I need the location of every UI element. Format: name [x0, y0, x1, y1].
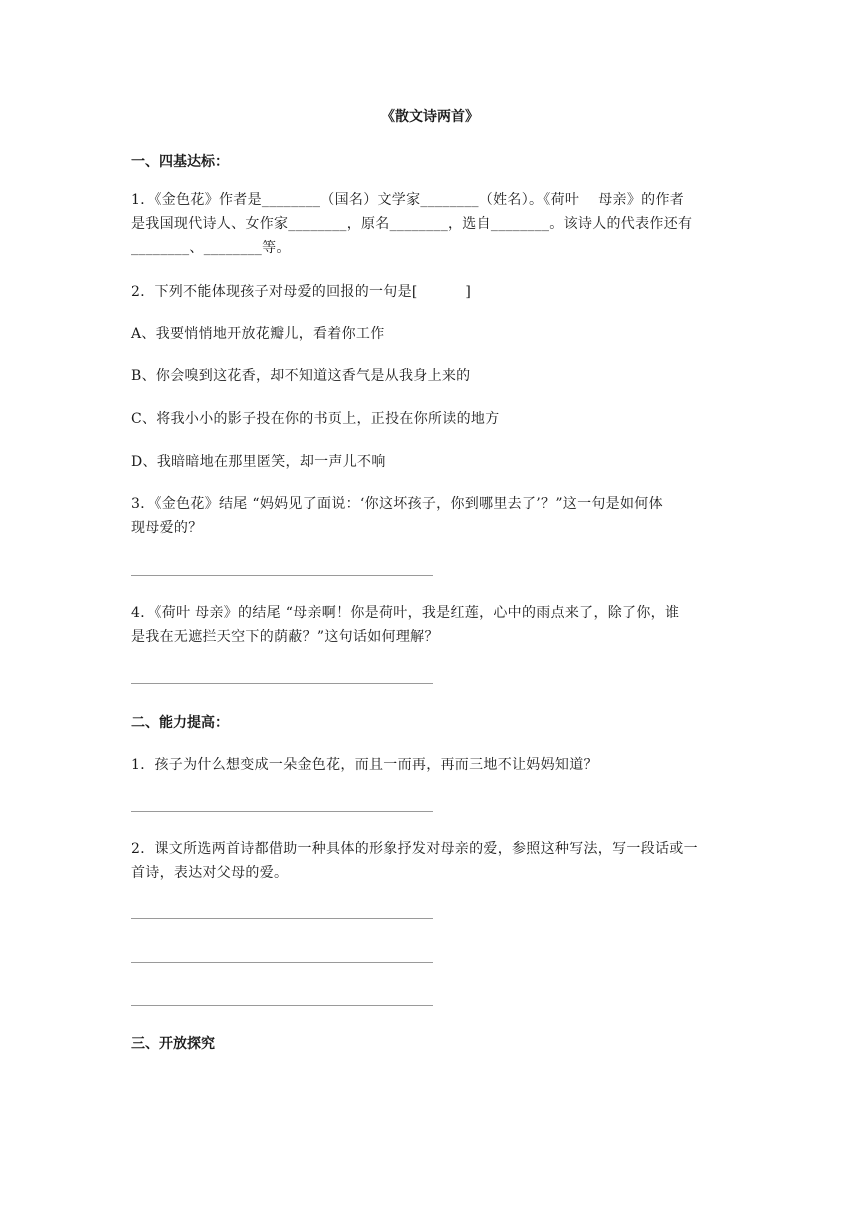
question-2-option-c: C、将我小小的影子投在你的书页上，正投在你所读的地方: [131, 411, 500, 427]
question-2-option-a: A、我要悄悄地开放花瓣儿，看着你工作: [131, 326, 385, 342]
answer-line-ability-2b: [131, 962, 433, 963]
answer-line-ability-2c: [131, 1005, 433, 1006]
answer-line-ability-2a: [131, 918, 433, 919]
question-2-stem: 2．下列不能体现孩子对母爱的回报的一句是[ ]: [131, 284, 472, 300]
question-3: [131, 492, 731, 540]
question-1-line-3: ________、________等。: [131, 240, 291, 256]
question-4: [131, 601, 731, 649]
question-3-line-1: 3．《金色花》结尾 “妈妈见了面说：‘你这坏孩子，你到哪里去了’？”这一句是如何体: [131, 496, 663, 512]
answer-line-ability-1: [131, 811, 433, 812]
question-1: [131, 188, 731, 260]
ability-question-2: [131, 837, 731, 885]
question-4-line-1: 4．《荷叶 母亲》的结尾 “母亲啊！你是荷叶，我是红莲，心中的雨点来了，除了你，谁: [131, 605, 680, 621]
answer-line-q4: [131, 683, 433, 684]
section-heading-ability: 二、能力提高：: [131, 715, 229, 731]
ability-question-2-line-2: 首诗，表达对父母的爱。: [131, 865, 289, 881]
question-1-line-2: 是我国现代诗人、女作家________，原名________，选自________。该诗人的代表作还有: [131, 216, 693, 232]
ability-question-1: 1．孩子为什么想变成一朵金色花，而且一而再，再而三地不让妈妈知道？: [131, 757, 598, 773]
section-heading-open: 三、开放探究: [131, 1036, 215, 1052]
question-1-line-1: 1．《金色花》作者是________（国名）文学家________（姓名）。《荷叶 母亲》的作者: [131, 192, 685, 208]
answer-line-q3: [131, 575, 433, 576]
section-heading-basics: 一、四基达标：: [131, 154, 229, 170]
question-2-option-b: B、你会嗅到这花香，却不知道这香气是从我身上来的: [131, 368, 471, 384]
page-title: 《散文诗两首》: [381, 109, 479, 125]
question-2-option-d: D、我暗暗地在那里匿笑，却一声儿不响: [131, 454, 386, 470]
ability-question-2-line-1: 2．课文所选两首诗都借助一种具体的形象抒发对母亲的爱，参照这种写法，写一段话或一: [131, 841, 698, 857]
question-3-line-2: 现母爱的？: [131, 520, 203, 536]
question-4-line-2: 是我在无遮拦天空下的荫蔽？”这句话如何理解？: [131, 629, 439, 645]
